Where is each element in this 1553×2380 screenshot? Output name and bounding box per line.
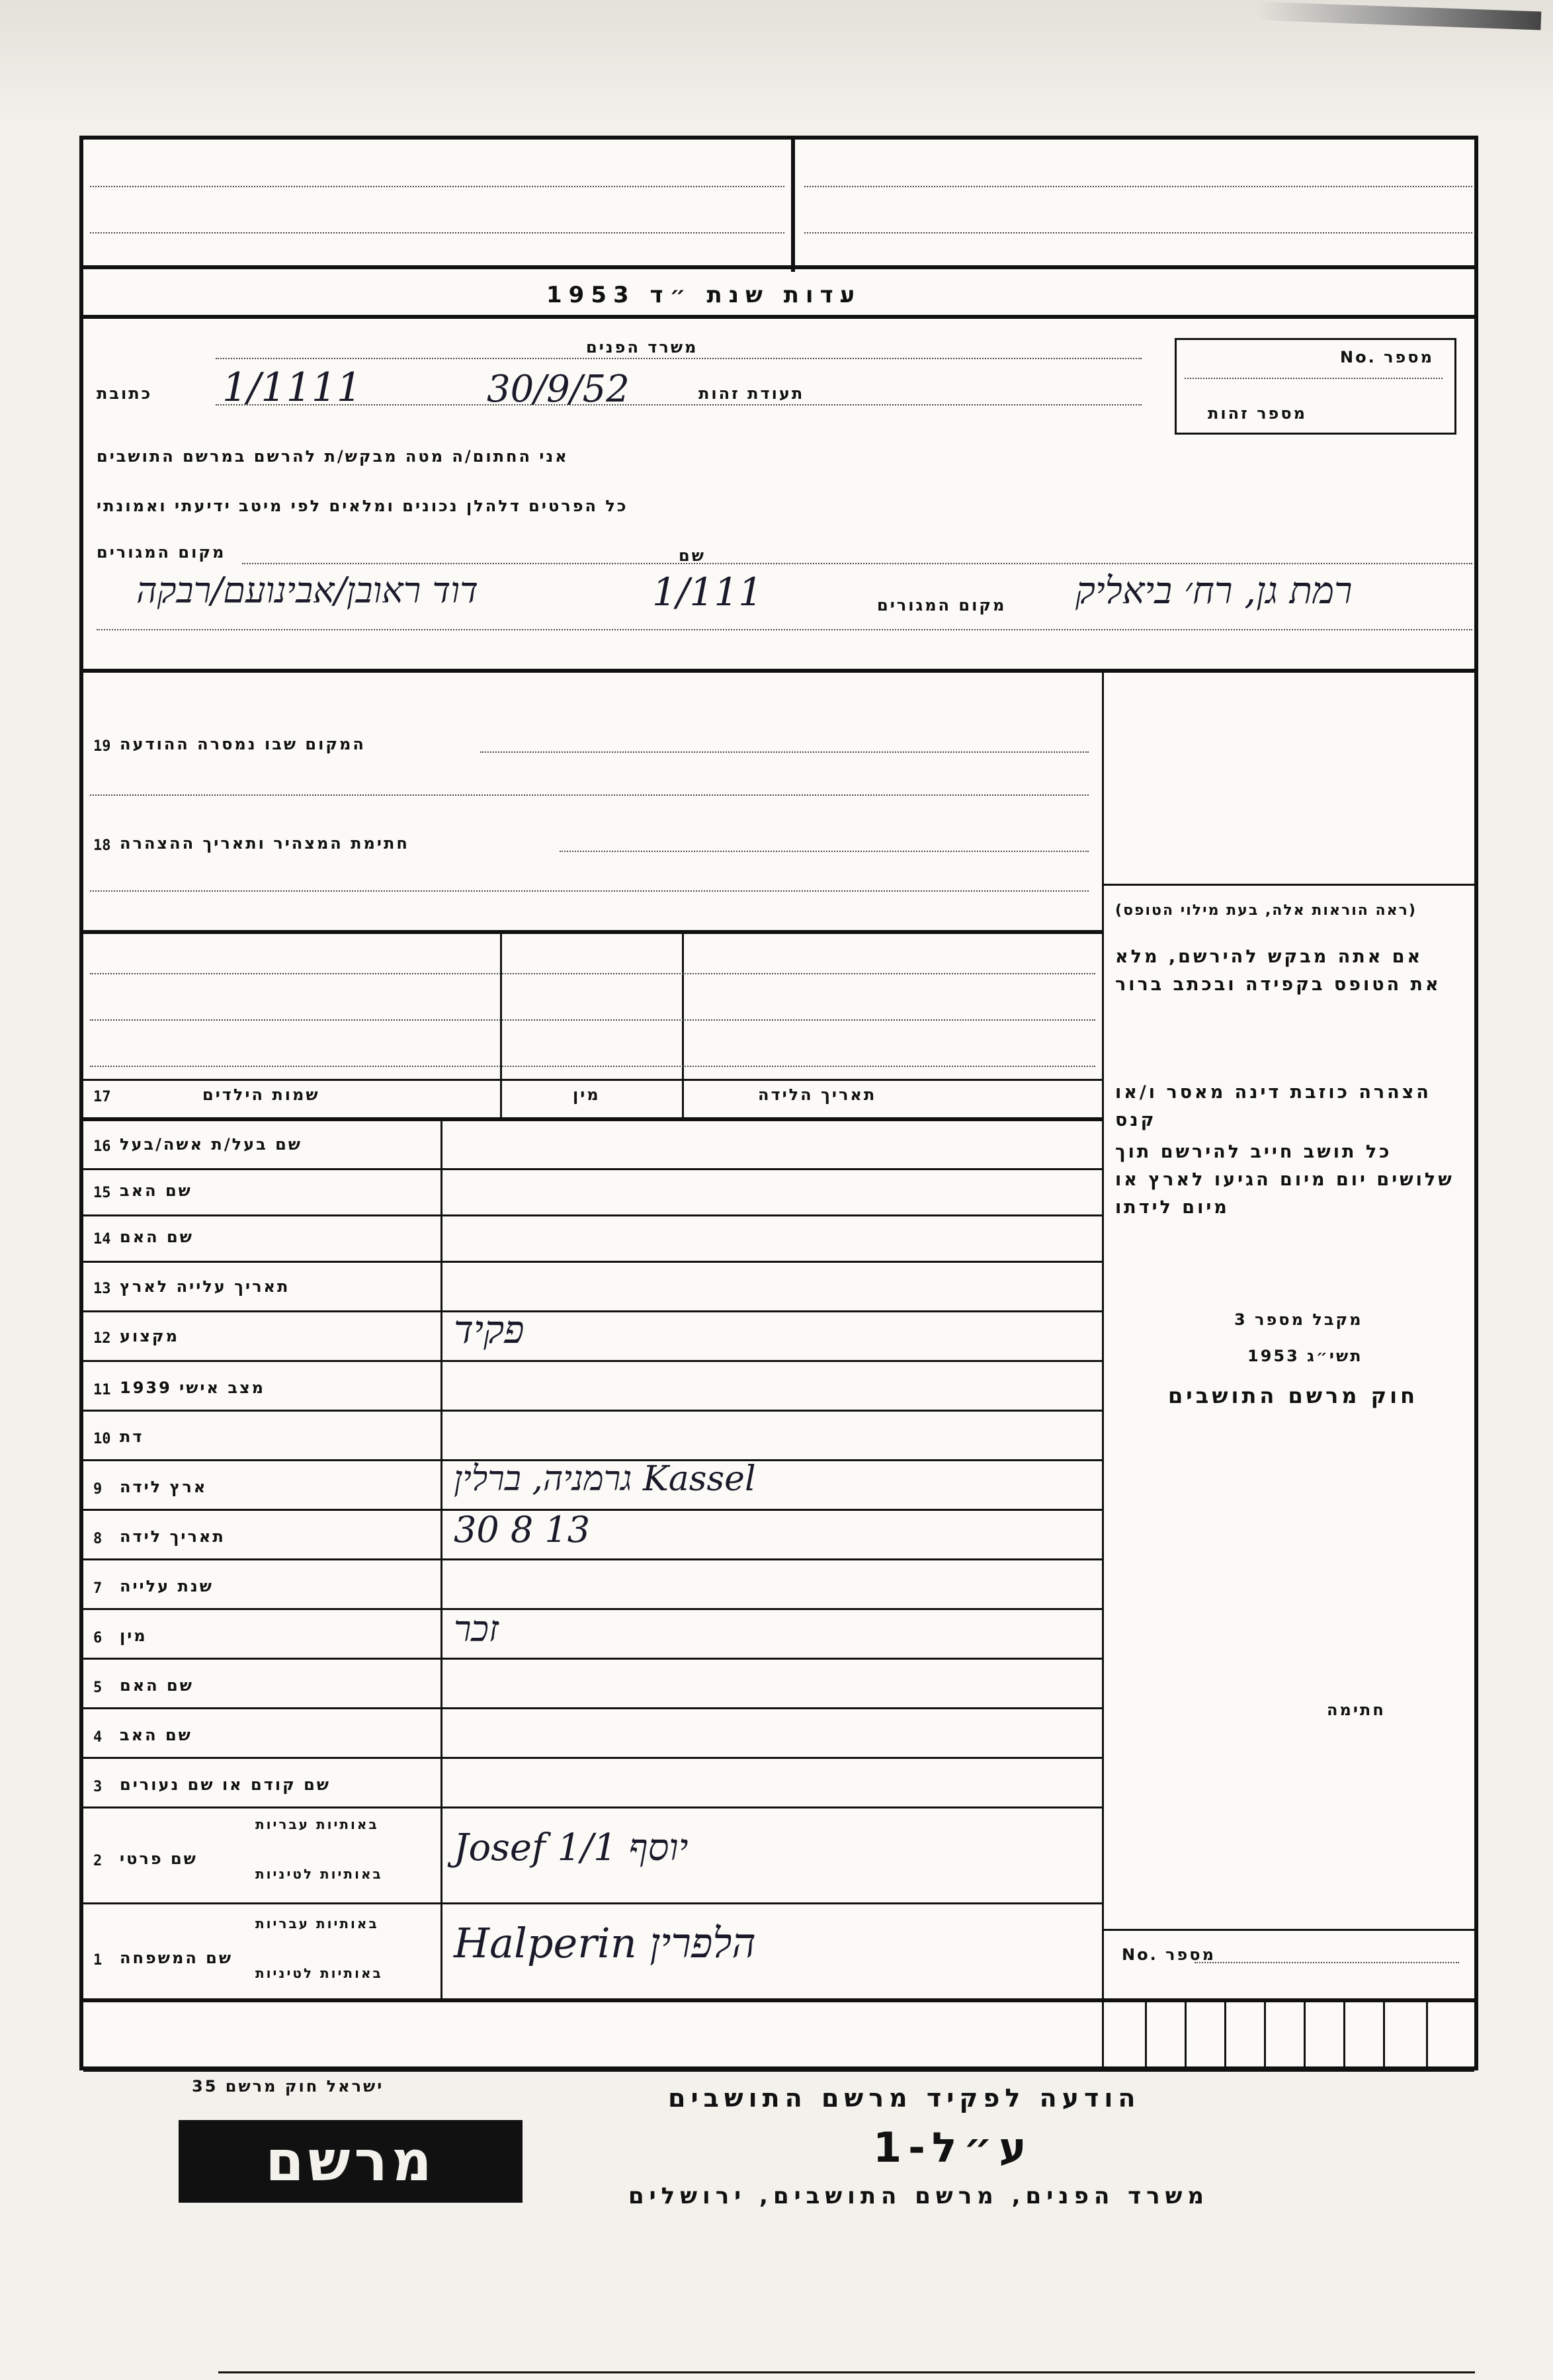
id-label: מספר זהות [1208,404,1307,423]
ministry-logo [179,2120,523,2203]
instructions-para3: כל תושב חייב להירשם תוך שלושים יום מיום הגיעו לארץ או מיום לידתו [1115,1142,1454,1218]
footer-right-title: ע״ל-1 [873,2123,1033,2172]
instructions-heading: (ראה הוראות אלה, בעת מילוי הטופס) [1115,902,1417,919]
top-number-label: No. מספר [1340,348,1434,366]
footer-left-caption: ישראל חוק מרשם 35 [192,2077,384,2096]
name-number-hand: 1/111 [652,570,763,615]
law-line2: 1953 תשי״ג [1247,1347,1363,1365]
address-line-label: מקום המגורים [877,596,1007,615]
law-line1: מקבל מספר 3 [1234,1310,1363,1329]
row-18-label: חתימת המצהיר ותאריך ההצהרה [120,834,409,853]
bottom-scan-line [218,2371,1475,2373]
instructions-para2: הצהרה כוזבת דינה מאסר ו/או קנס [1115,1082,1431,1130]
logo-text: מרשם [265,2129,436,2193]
label-divider [441,1119,442,1932]
header-number-hand: 1/1111 [222,364,362,411]
address-prefix: כתובת [97,384,153,403]
footer-right-line2: משרד הפנים, מרשם התושבים, ירושלים [628,2183,1210,2209]
registration-form: ﬠדות שנת ״ד 1953 No. מספר מספר זהות משרד הפנים כתובת 1/1111 30/9/52 תעודת זהות אני החתום/ה מטה מבקש/ת להרשם במרשם התושבים כל הפרטים דלהלן נכונים ומלאים לפי מיטב ידיעתי ואמונתי מקום המגורים שם דוד ראובן/אבינועם/רבקה 1/111 מקום המגורים רמת גן, רח׳ ביאליק 19 המקום שבו נמסרה ההודעה 18 חתימת המצהיר ותאריך ההצהרה 17 שמות הילדים מין תאריך הלידה 16 שם בעל/ת אשה/בעל 15 שם האב 14 שם האם 13 תאריך עלייה לארץ 12 מקצוע פקיד 11 מצב אישי 1939 10 דת 9 ארץ לידה גרמניה, ברלין Kassel 8 תאריך לידה 30 8 13 7 שנת עלייה 6 מין זכר 5 שם האם 4 שם האב 3 שם קודם או שם נעורים 2 שם פרטי באותיות עבריות באותיות לטיניות Josef יוסף 1/1 1 שם המשפחה באותיות עבריות באותיות לטיניות Halperin הלפרין (ראה הוראות אלה, בעת מילוי הטופס) אם אתה מבקש להירשם, מלא את הטופס בקפידה ובכתב ברור הצהרה כוזבת דינה מאסר ו/או קנס כל תושב חייב להירשם תוך שלושים יום מיום הגיעו לארץ או מיום לידתו מקבל מספר 3 1953 תשי״ג חוק מרשם התושבים חתימה No. מספר [79,136,1478,2070]
row-19-label: המקום שבו נמסרה ההודעה [120,735,366,753]
instructions-para1: אם אתה מבקש להירשם, מלא את הטופס בקפידה ובכתב ברור [1115,947,1441,995]
children-names-header: שמות הילדים [202,1085,320,1104]
declaration-line2: כל הפרטים דלהלן נכונים ומלאים לפי מיטב ידיעתי ואמונתי [97,497,628,515]
law-title: חוק מרשם התושבים [1168,1383,1419,1408]
form-title: ﬠדות שנת ״ד 1953 [546,282,862,308]
address-hand: רמת גן, רח׳ ביאליק [1075,570,1353,613]
signature-label: חתימה [1327,1701,1386,1719]
address-label: מקום המגורים [97,543,226,562]
declaration-line1: אני החתום/ה מטה מבקש/ת להרשם במרשם התושבים [97,447,569,466]
header-date-hand: 30/9/52 [487,368,630,411]
footer-right-line1: הודעה לפקיד מרשם התושבים [668,2084,1141,2113]
side-divider [1102,669,1104,2028]
name-hand: דוד ראובן/אבינועם/רבקה [136,570,478,611]
bottom-number-label: No. מספר [1122,1945,1216,1964]
children-sex-header: מין [573,1085,601,1104]
date-label: תעודת זהות [698,384,805,403]
children-birth-header: תאריך הלידה [758,1085,877,1104]
name-label: שם [679,546,706,565]
office-label: משרד הפנים [586,338,698,357]
top-divider [791,140,795,272]
